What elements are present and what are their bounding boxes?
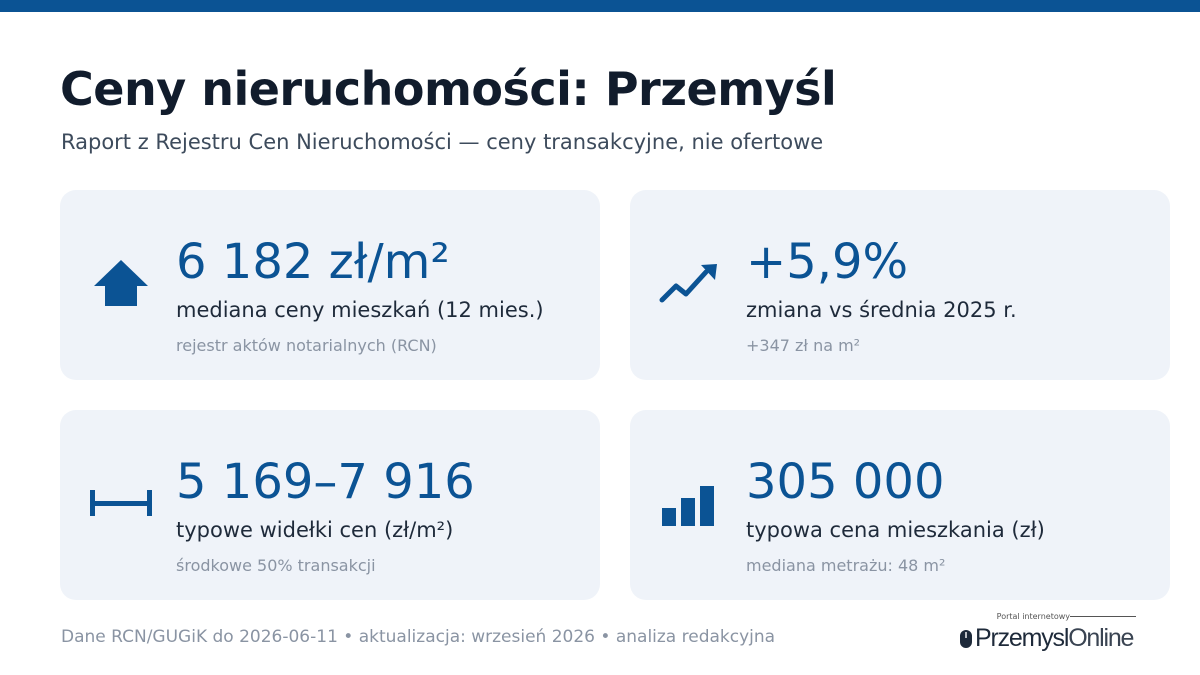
stat-value: 6 182 zł/m² (176, 234, 450, 290)
logo-brand-light: Online (1068, 624, 1134, 652)
logo-tagline: Portal internetowy (996, 612, 1070, 621)
stat-label: mediana ceny mieszkań (12 mies.) (176, 298, 544, 322)
stat-note: +347 zł na m² (746, 336, 861, 355)
stat-label: typowe widełki cen (zł/m²) (176, 518, 454, 542)
stat-card-typical-price (630, 410, 1170, 600)
przemysl-online-logo (958, 612, 1142, 656)
house-icon (88, 250, 154, 316)
range-icon (88, 470, 154, 536)
stat-label: zmiana vs średnia 2025 r. (746, 298, 1017, 322)
logo-tagline-rule (1070, 616, 1136, 617)
stat-value: 5 169–7 916 (176, 454, 475, 510)
stat-note: rejestr aktów notarialnych (RCN) (176, 336, 437, 355)
trend-up-icon (658, 250, 724, 316)
source-footer: Dane RCN/GUGiK do 2026-06-11 • aktualizacja: wrzesień 2026 • analiza redakcyjna (61, 627, 776, 647)
stat-card-price-range (60, 410, 600, 600)
logo-wordmark (975, 622, 1133, 654)
page-title: Ceny nieruchomości: Przemyśl (60, 62, 837, 116)
stat-label: typowa cena mieszkania (zł) (746, 518, 1045, 542)
stat-card-price-change (630, 190, 1170, 380)
page-subtitle: Raport z Rejestru Cen Nieruchomości — ceny transakcyjne, nie ofertowe (61, 130, 824, 154)
bar-chart-icon (658, 470, 724, 536)
stat-note: środkowe 50% transakcji (176, 556, 376, 575)
stat-value: 305 000 (746, 454, 945, 510)
mouse-icon (958, 628, 974, 650)
logo-brand-bold: Przemysl (975, 624, 1069, 652)
stat-note: mediana metrażu: 48 m² (746, 556, 946, 575)
top-accent-bar (0, 0, 1200, 12)
stat-card-median-price (60, 190, 600, 380)
stat-value: +5,9% (746, 234, 909, 290)
